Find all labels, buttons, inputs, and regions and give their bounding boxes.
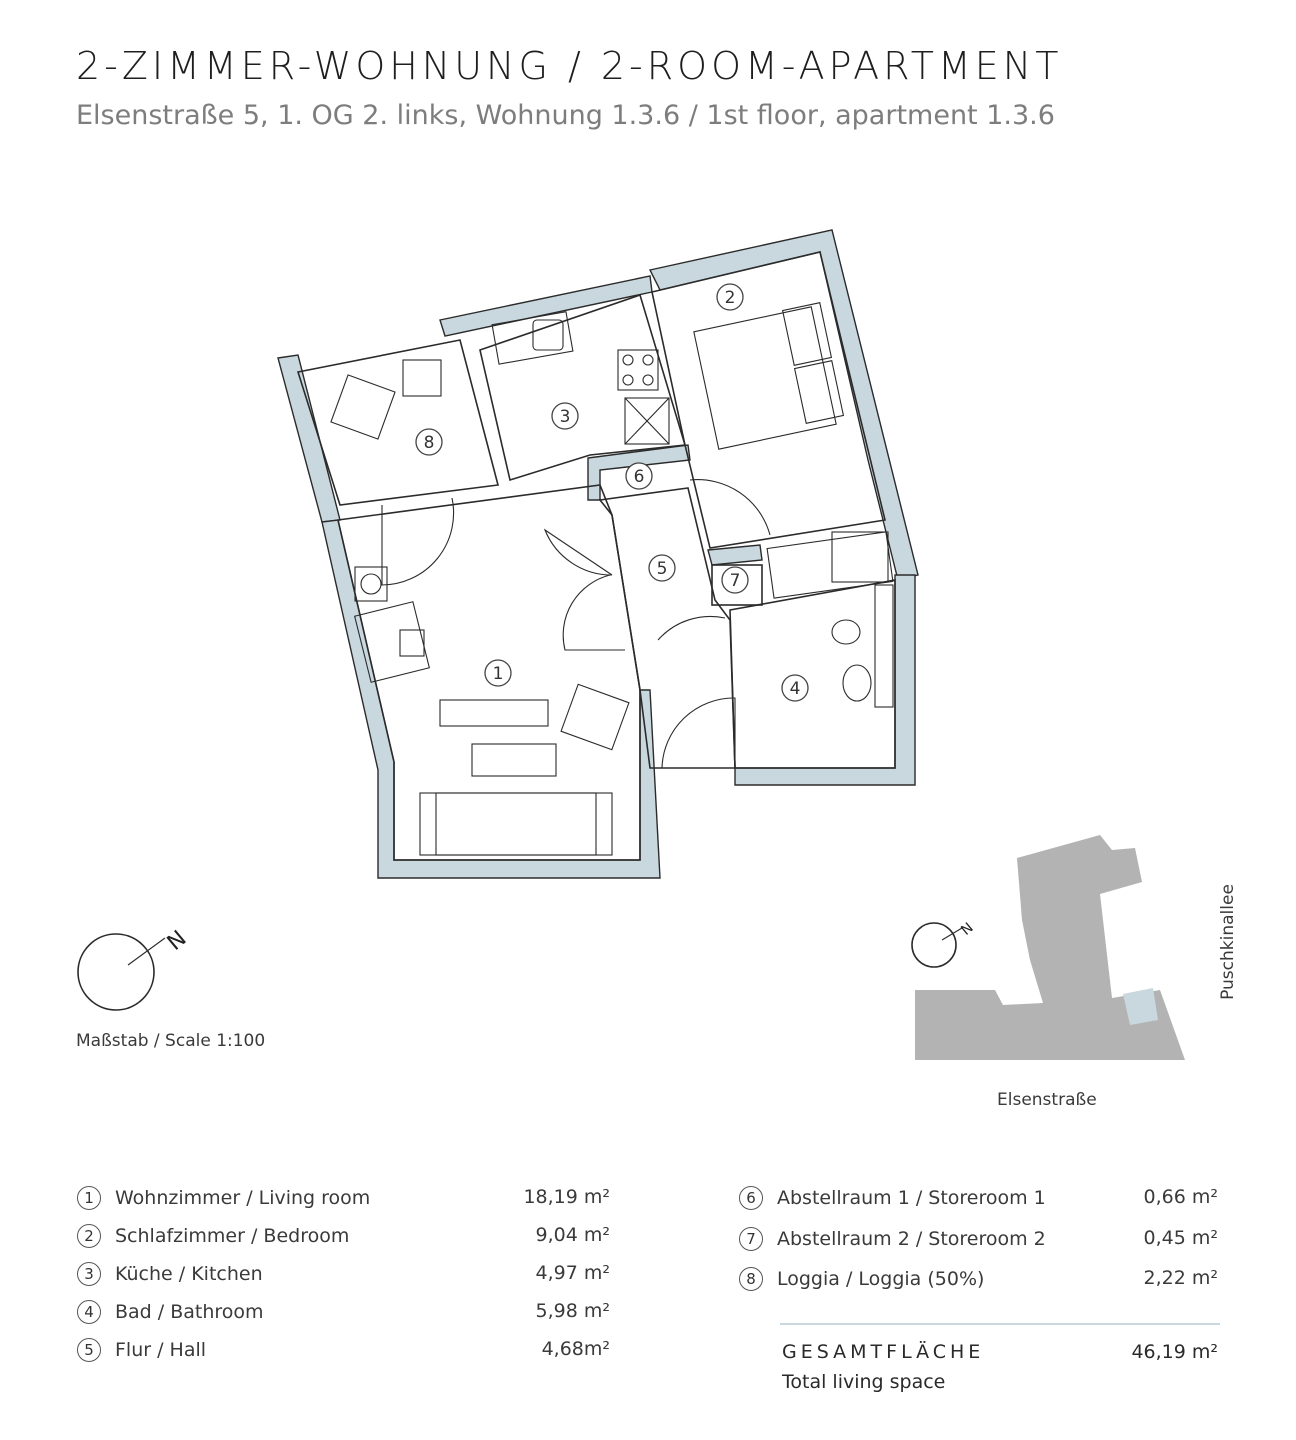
stove-burner	[643, 355, 653, 365]
total-title: GESAMTFLÄCHE	[782, 1341, 985, 1363]
room-number: 1	[492, 664, 504, 684]
page-subtitle: Elsenstraße 5, 1. OG 2. links, Wohnung 1.3.6 / 1st floor, apartment 1.3.6	[76, 100, 1055, 131]
coffee-table	[472, 744, 556, 776]
legend-number: 3	[77, 1262, 101, 1286]
kitchen-stove	[618, 350, 658, 390]
exterior-walls	[278, 230, 918, 878]
door-living-2	[563, 575, 625, 650]
room-badge	[485, 660, 511, 686]
room-badge	[552, 403, 578, 429]
legend-label: Loggia / Loggia (50%)	[777, 1268, 985, 1290]
room-badge	[717, 284, 743, 310]
stove-burner	[623, 355, 633, 365]
bed	[694, 307, 836, 449]
legend-area: 2,22 m²	[1143, 1267, 1218, 1289]
site-north-needle	[942, 928, 962, 940]
total-value: 46,19 m²	[1131, 1341, 1218, 1363]
legend-area: 4,97 m²	[535, 1262, 610, 1284]
north-arrow-circle	[78, 934, 154, 1010]
legend-area: 9,04 m²	[535, 1224, 610, 1246]
room-number: 5	[656, 559, 668, 579]
legend-label: Abstellraum 1 / Storeroom 1	[777, 1187, 1046, 1209]
north-arrow	[78, 926, 191, 1010]
legend-number: 1	[77, 1186, 101, 1210]
wall-bathroom-right	[735, 575, 915, 785]
kitchen-sink	[533, 320, 563, 350]
washbasin	[843, 665, 871, 701]
armchair	[561, 684, 629, 749]
legend-area: 4,68m²	[541, 1338, 610, 1360]
page-title: 2-ZIMMER-WOHNUNG / 2-ROOM-APARTMENT	[76, 44, 1063, 88]
legend-label: Wohnzimmer / Living room	[115, 1187, 371, 1209]
shower-tray	[832, 532, 888, 582]
legend-item	[77, 1335, 206, 1365]
site-north-label: N	[958, 919, 977, 939]
scale-label: Maßstab / Scale 1:100	[76, 1031, 266, 1051]
room-number: 2	[724, 288, 736, 308]
closet	[767, 532, 893, 598]
door-loggia	[382, 498, 454, 585]
door-living	[545, 530, 612, 575]
total-subtitle: Total living space	[782, 1371, 946, 1393]
room-badge	[782, 675, 808, 701]
wall-loggia-left	[278, 355, 340, 522]
site-map	[912, 835, 1185, 1060]
loggia-chair	[331, 375, 395, 439]
legend-number: 8	[739, 1267, 763, 1291]
room-number: 8	[423, 433, 435, 453]
legend-label: Bad / Bathroom	[115, 1301, 264, 1323]
legend-number: 6	[739, 1186, 763, 1210]
room-number: 3	[559, 407, 571, 427]
room-badge	[416, 429, 442, 455]
legend-item	[77, 1259, 263, 1289]
legend-label: Abstellraum 2 / Storeroom 2	[777, 1228, 1046, 1250]
door-bathroom	[658, 616, 725, 640]
room-number: 4	[789, 679, 801, 699]
room-bathroom	[730, 580, 895, 768]
wall-store7	[708, 545, 762, 565]
legend-label: Küche / Kitchen	[115, 1263, 263, 1285]
room-badge	[626, 463, 652, 489]
tv-stand	[440, 700, 548, 726]
legend-item	[739, 1264, 984, 1294]
legend-item	[77, 1297, 264, 1327]
legend-area: 18,19 m²	[523, 1186, 610, 1208]
door-bedroom	[690, 480, 770, 535]
sofa-seat	[436, 793, 596, 855]
site-north-circle	[912, 923, 956, 967]
street-puschkinallee: Puschkinallee	[1217, 884, 1238, 1000]
legend-label: Flur / Hall	[115, 1339, 207, 1361]
door-entrance	[662, 698, 735, 768]
legend-area: 0,66 m²	[1143, 1186, 1218, 1208]
legend-item	[77, 1183, 370, 1213]
legend-area: 5,98 m²	[535, 1300, 610, 1322]
room-badges	[416, 284, 808, 701]
street-elsenstrasse: Elsenstraße	[997, 1090, 1097, 1110]
sofa	[420, 793, 612, 855]
bathtub	[875, 585, 893, 707]
room-badge	[722, 567, 748, 593]
legend-item	[739, 1183, 1046, 1213]
toilet	[832, 620, 860, 644]
legend-number: 4	[77, 1300, 101, 1324]
legend-number: 2	[77, 1224, 101, 1248]
legend-item	[739, 1224, 1046, 1254]
legend-item	[77, 1221, 349, 1251]
legend-label: Schlafzimmer / Bedroom	[115, 1225, 350, 1247]
room-badge	[649, 555, 675, 581]
legend-area: 0,45 m²	[1143, 1227, 1218, 1249]
legend-number: 5	[77, 1338, 101, 1362]
stove-burner	[623, 375, 633, 385]
nightstand	[795, 361, 844, 424]
north-label: N	[162, 926, 192, 956]
room-number: 6	[633, 467, 645, 487]
room-bedroom	[652, 252, 885, 548]
stove-burner	[643, 375, 653, 385]
north-arrow-needle	[128, 938, 165, 965]
nightstand	[783, 303, 832, 366]
legend-number: 7	[739, 1227, 763, 1251]
loggia-table	[403, 360, 441, 396]
total-divider	[780, 1323, 1220, 1325]
room-number: 7	[729, 571, 741, 591]
washing-drum	[361, 574, 381, 594]
